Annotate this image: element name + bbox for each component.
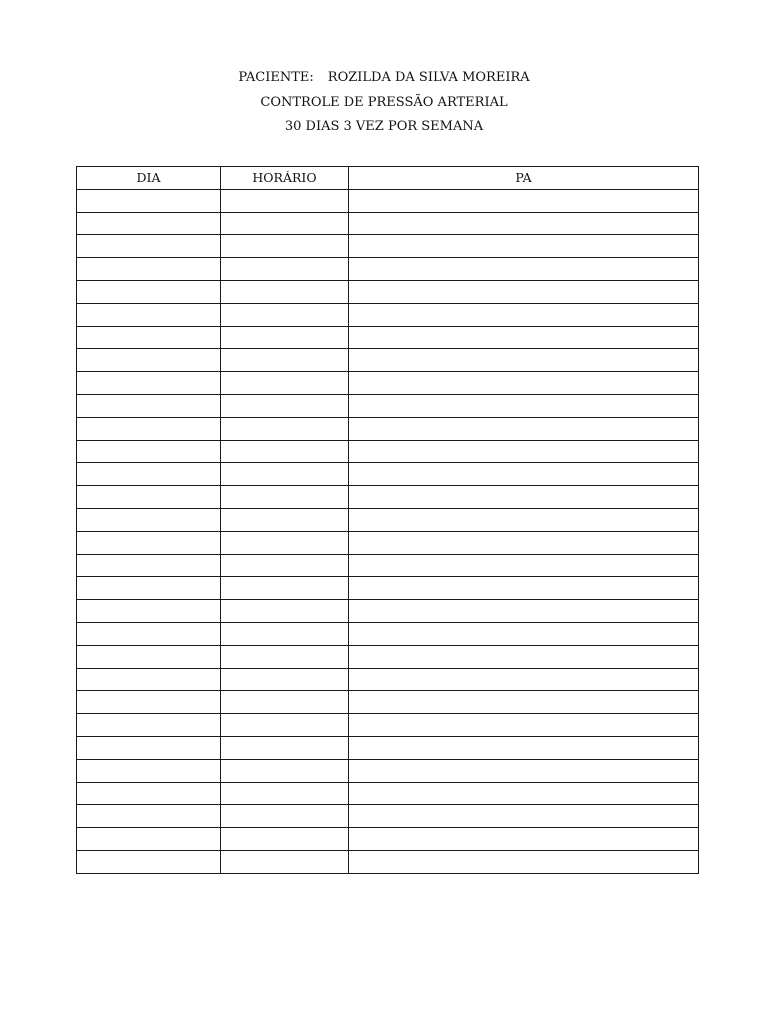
table-row <box>77 212 699 235</box>
cell-dia[interactable] <box>77 668 221 691</box>
cell-dia[interactable] <box>77 805 221 828</box>
cell-horario[interactable] <box>221 850 349 873</box>
cell-dia[interactable] <box>77 850 221 873</box>
cell-dia[interactable] <box>77 554 221 577</box>
cell-dia[interactable] <box>77 828 221 851</box>
cell-pa[interactable] <box>349 189 699 212</box>
cell-dia[interactable] <box>77 782 221 805</box>
cell-dia[interactable] <box>77 349 221 372</box>
cell-horario[interactable] <box>221 554 349 577</box>
cell-pa[interactable] <box>349 326 699 349</box>
cell-horario[interactable] <box>221 782 349 805</box>
cell-pa[interactable] <box>349 303 699 326</box>
cell-dia[interactable] <box>77 691 221 714</box>
column-header-dia: DIA <box>77 167 221 190</box>
cell-dia[interactable] <box>77 303 221 326</box>
cell-pa[interactable] <box>349 736 699 759</box>
cell-pa[interactable] <box>349 828 699 851</box>
cell-pa[interactable] <box>349 554 699 577</box>
cell-horario[interactable] <box>221 486 349 509</box>
cell-horario[interactable] <box>221 463 349 486</box>
table-row <box>77 759 699 782</box>
cell-horario[interactable] <box>221 508 349 531</box>
table-row <box>77 577 699 600</box>
table-row <box>77 440 699 463</box>
patient-line <box>0 66 768 91</box>
column-header-pa: PA <box>349 167 699 190</box>
column-header-horario: HORÁRIO <box>221 167 349 190</box>
table-row <box>77 691 699 714</box>
cell-pa[interactable] <box>349 668 699 691</box>
cell-pa[interactable] <box>349 212 699 235</box>
cell-horario[interactable] <box>221 394 349 417</box>
table-row <box>77 828 699 851</box>
table-row <box>77 645 699 668</box>
cell-horario[interactable] <box>221 714 349 737</box>
table-row <box>77 326 699 349</box>
cell-pa[interactable] <box>349 394 699 417</box>
cell-dia[interactable] <box>77 235 221 258</box>
table-row <box>77 189 699 212</box>
cell-dia[interactable] <box>77 280 221 303</box>
cell-horario[interactable] <box>221 280 349 303</box>
cell-pa[interactable] <box>349 258 699 281</box>
table-row <box>77 463 699 486</box>
cell-pa[interactable] <box>349 440 699 463</box>
cell-horario[interactable] <box>221 600 349 623</box>
table-row <box>77 280 699 303</box>
cell-horario[interactable] <box>221 622 349 645</box>
cell-pa[interactable] <box>349 531 699 554</box>
cell-dia[interactable] <box>77 440 221 463</box>
cell-dia[interactable] <box>77 212 221 235</box>
table-row <box>77 235 699 258</box>
table-row <box>77 349 699 372</box>
document-subtitle: 30 DIAS 3 VEZ POR SEMANA <box>284 119 484 134</box>
cell-dia[interactable] <box>77 577 221 600</box>
table-row <box>77 782 699 805</box>
cell-dia[interactable] <box>77 394 221 417</box>
cell-horario[interactable] <box>221 212 349 235</box>
cell-pa[interactable] <box>349 508 699 531</box>
cell-horario[interactable] <box>221 326 349 349</box>
cell-horario[interactable] <box>221 417 349 440</box>
document-title: CONTROLE DE PRESSÃO ARTERIAL <box>260 94 508 110</box>
patient-name: ROZILDA DA SILVA MOREIRA <box>327 70 530 85</box>
patient-label: PACIENTE: <box>238 70 314 85</box>
cell-pa[interactable] <box>349 280 699 303</box>
table-header-row <box>77 167 699 190</box>
table-row <box>77 372 699 395</box>
cell-dia[interactable] <box>77 417 221 440</box>
cell-pa[interactable] <box>349 759 699 782</box>
cell-dia[interactable] <box>77 645 221 668</box>
table-row <box>77 417 699 440</box>
cell-pa[interactable] <box>349 235 699 258</box>
cell-dia[interactable] <box>77 600 221 623</box>
cell-pa[interactable] <box>349 622 699 645</box>
cell-pa[interactable] <box>349 486 699 509</box>
table-row <box>77 554 699 577</box>
cell-horario[interactable] <box>221 828 349 851</box>
cell-pa[interactable] <box>349 417 699 440</box>
cell-horario[interactable] <box>221 440 349 463</box>
cell-horario[interactable] <box>221 668 349 691</box>
cell-horario[interactable] <box>221 531 349 554</box>
cell-pa[interactable] <box>349 600 699 623</box>
table-row <box>77 850 699 873</box>
cell-horario[interactable] <box>221 235 349 258</box>
cell-pa[interactable] <box>349 805 699 828</box>
cell-horario[interactable] <box>221 372 349 395</box>
table-row <box>77 600 699 623</box>
cell-dia[interactable] <box>77 531 221 554</box>
cell-dia[interactable] <box>77 463 221 486</box>
cell-dia[interactable] <box>77 372 221 395</box>
cell-horario[interactable] <box>221 189 349 212</box>
cell-dia[interactable] <box>77 508 221 531</box>
table-row <box>77 622 699 645</box>
cell-horario[interactable] <box>221 691 349 714</box>
cell-pa[interactable] <box>349 782 699 805</box>
cell-dia[interactable] <box>77 189 221 212</box>
cell-horario[interactable] <box>221 645 349 668</box>
table-row <box>77 508 699 531</box>
cell-pa[interactable] <box>349 372 699 395</box>
cell-pa[interactable] <box>349 463 699 486</box>
cell-pa[interactable] <box>349 714 699 737</box>
table-row <box>77 394 699 417</box>
cell-horario[interactable] <box>221 759 349 782</box>
cell-dia[interactable] <box>77 486 221 509</box>
cell-horario[interactable] <box>221 736 349 759</box>
cell-dia[interactable] <box>77 759 221 782</box>
table-row <box>77 486 699 509</box>
cell-horario[interactable] <box>221 577 349 600</box>
cell-pa[interactable] <box>349 691 699 714</box>
table-row <box>77 668 699 691</box>
table-row <box>77 805 699 828</box>
table-row <box>77 258 699 281</box>
cell-dia[interactable] <box>77 622 221 645</box>
cell-dia[interactable] <box>77 736 221 759</box>
document-header <box>0 66 768 140</box>
table-body <box>77 189 699 873</box>
table-row <box>77 714 699 737</box>
cell-pa[interactable] <box>349 349 699 372</box>
table-row <box>77 736 699 759</box>
table-row <box>77 303 699 326</box>
cell-dia[interactable] <box>77 714 221 737</box>
cell-pa[interactable] <box>349 850 699 873</box>
cell-pa[interactable] <box>349 577 699 600</box>
table-row <box>77 531 699 554</box>
cell-horario[interactable] <box>221 805 349 828</box>
cell-horario[interactable] <box>221 349 349 372</box>
cell-horario[interactable] <box>221 303 349 326</box>
cell-pa[interactable] <box>349 645 699 668</box>
blood-pressure-table <box>76 166 699 874</box>
cell-horario[interactable] <box>221 258 349 281</box>
cell-dia[interactable] <box>77 258 221 281</box>
cell-dia[interactable] <box>77 326 221 349</box>
